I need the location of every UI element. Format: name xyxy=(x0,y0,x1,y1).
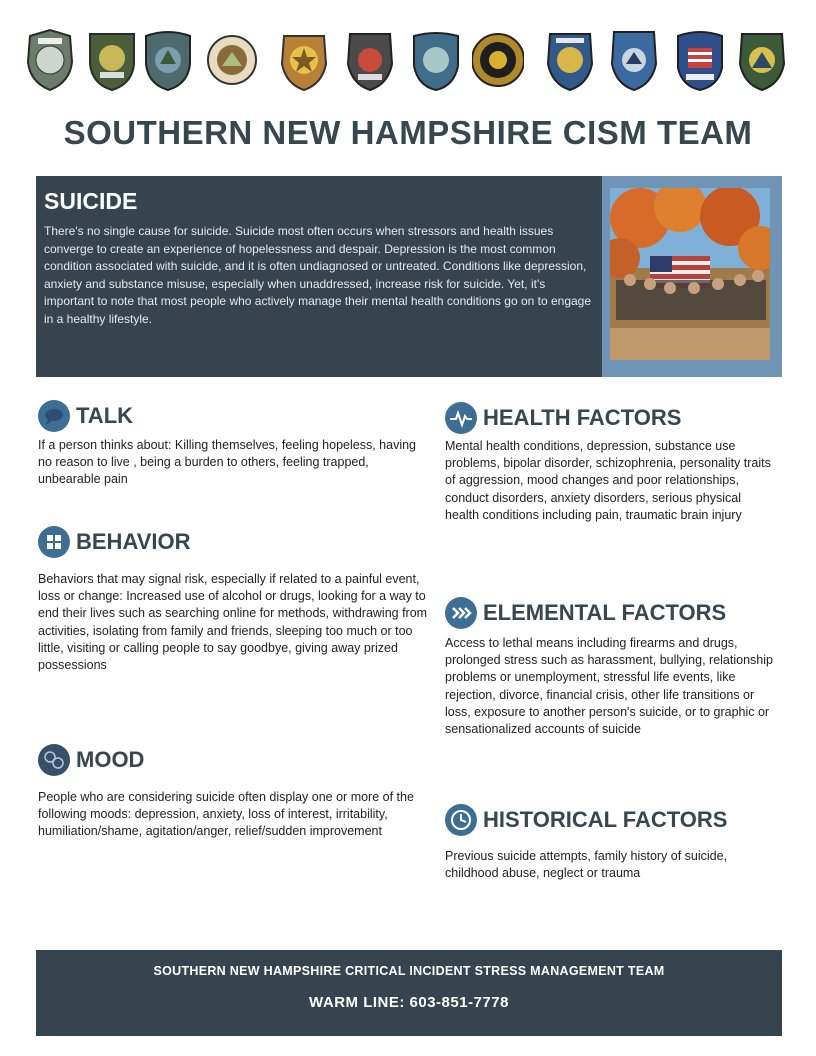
heartbeat-icon xyxy=(445,402,477,434)
police-badge-icon xyxy=(736,28,788,92)
health-factors-section xyxy=(445,402,775,524)
elemental-factors-text: Access to lethal means including firearms and drugs, prolonged stress such as harassment, bullying, relationship problems or unemployment, stressful life events, like rejection, divorce, financial crisis, other life transitions or loss, exposure to another person's suicide, or to graphic or sensationalized accounts of suicide xyxy=(445,636,773,737)
historical-factors-section xyxy=(445,804,775,882)
allenstown-police-badge-icon xyxy=(142,28,194,92)
nashua-police-badge-icon xyxy=(608,28,660,92)
team-photo xyxy=(610,188,770,360)
page-title: SOUTHERN NEW HAMPSHIRE CISM TEAM xyxy=(63,114,753,151)
behavior-text: Behaviors that may signal risk, especially if related to a painful event, loss or change: Increased use of alcohol or drugs, looking for a way to end their lives such as searching online for methods, withdrawing from activities, isolating from family and friends, sleeping too much or too little, visiting or calling people to say goodbye, giving away prized possessions xyxy=(38,572,428,673)
sheriff-badge-icon xyxy=(278,28,330,92)
mood-text: People who are considering suicide often display one or more of the following moods: depression, anxiety, loss of interest, irritability, humiliation/shame, agitation/anger, relief/sudden improvement xyxy=(38,790,414,839)
mood-title: MOOD xyxy=(76,747,145,772)
footer-warm-line: WARM LINE: 603-851-7778 xyxy=(309,994,509,1011)
talk-title: TALK xyxy=(76,403,134,428)
goffstown-police-badge-icon xyxy=(86,28,138,92)
history-clock-icon xyxy=(445,804,477,836)
hooksett-police-badge-icon xyxy=(344,28,396,92)
concord-police-badge-icon xyxy=(24,28,76,92)
talk-section xyxy=(38,400,423,489)
talk-text: If a person thinks about: Killing themselves, feeling hopeless, having no reason to live , being a burden to others, feeling trapped, unbearable pain xyxy=(38,438,417,487)
hudson-police-badge-icon xyxy=(410,28,462,92)
pelham-police-badge-icon xyxy=(674,28,726,92)
suicide-banner xyxy=(36,176,782,377)
mood-section xyxy=(38,744,423,841)
footer-banner xyxy=(36,950,782,1036)
historical-factors-title: HISTORICAL FACTORS xyxy=(483,807,728,832)
banner-text: There's no single cause for suicide. Suicide most often occurs when stressors and health issues converge to create an experience of hopelessness and despair. Depression is the most common condition associated with suicide, and it is often undiagnosed or untreated. Conditions like depression, anxiety and substance misuse, especially when unaddressed, increase risk for suicide. Yet, it's important to note that most people who actively manage their mental health conditions go on to engage in a healthy lifestyle. xyxy=(44,224,592,326)
mood-faces-icon xyxy=(38,744,70,776)
footer-team-name: SOUTHERN NEW HAMPSHIRE CRITICAL INCIDENT STRESS MANAGEMENT TEAM xyxy=(153,964,665,978)
behavior-title: BEHAVIOR xyxy=(76,529,191,554)
fire-department-badge-icon xyxy=(472,28,524,92)
county-seal-badge-icon xyxy=(206,28,258,92)
banner-title: SUICIDE xyxy=(44,188,138,214)
health-factors-title: HEALTH FACTORS xyxy=(483,405,682,430)
historical-factors-text: Previous suicide attempts, family history of suicide, childhood abuse, neglect or trauma xyxy=(445,849,728,881)
elemental-factors-title: ELEMENTAL FACTORS xyxy=(483,600,727,625)
photo-frame xyxy=(602,176,782,377)
health-factors-text: Mental health conditions, depression, substance use problems, bipolar disorder, schizophrenia, personality traits of aggression, mood changes and poor relationships, conduct disorders, anxiety disorders, serious physical health conditions including pain, traumatic brain injury xyxy=(445,439,771,522)
behavior-section xyxy=(38,526,428,674)
puzzle-icon xyxy=(38,526,70,558)
chevrons-right-icon xyxy=(445,597,477,629)
speech-bubble-icon xyxy=(38,400,70,432)
agency-badges-row xyxy=(24,28,794,104)
elemental-factors-section xyxy=(445,597,775,738)
manchester-police-badge-icon xyxy=(544,28,596,92)
